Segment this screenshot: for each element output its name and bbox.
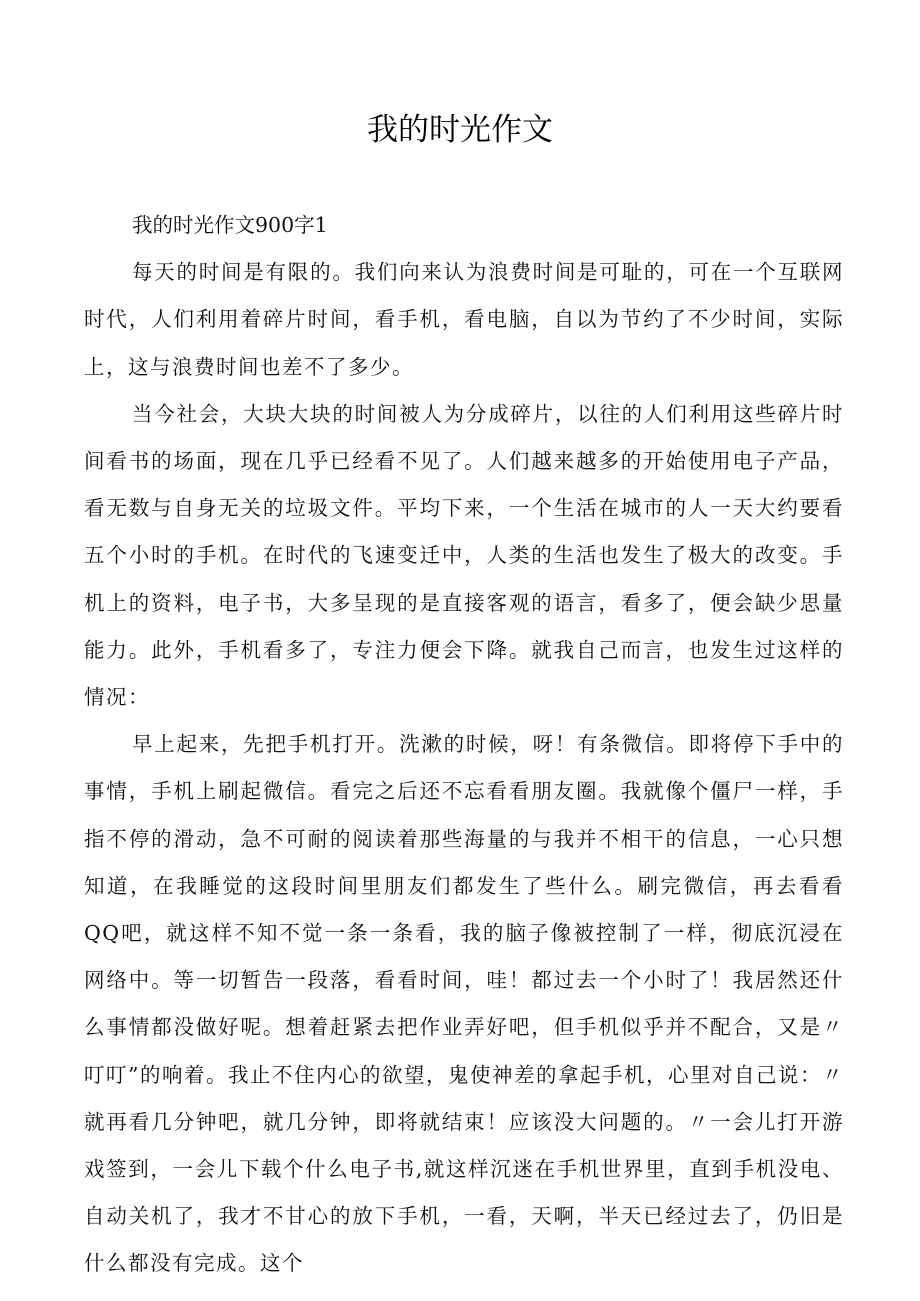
document-body — [84, 202, 844, 1288]
paragraph-2: 当今社会，大块大块的时间被人为分成碎片，以往的人们利用这些碎片时间看书的场面，现在几乎已经看不见了。人们越来越多的开始使用电子产品，看无数与自身无关的垃圾文件。平均下来，一个生活在城市的人一天大约要看五个小时的手机。在时代的飞速变迁中，人类的生活也发生了极大的改变。手机上的资料，电子书，大多呈现的是直接客观的语言，看多了，便会缺少思量能力。此外，手机看多了，专注力便会下降。就我自己而言，也发生过这样的情况： — [84, 401, 844, 710]
paragraph-1: 每天的时间是有限的。我们向来认为浪费时间是可耻的，可在一个互联网时代，人们利用着碎片时间，看手机，看电脑，自以为节约了不少时间，实际上，这与浪费时间也差不了多少。 — [84, 260, 844, 379]
essay-subtitle: 我的时光作文900字1 — [132, 213, 328, 237]
document-title: 我的时光作文 — [367, 112, 553, 148]
paragraph-3: 早上起来，先把手机打开。洗漱的时候，呀！有条微信。即将停下手中的事情，手机上刷起微信。看完之后还不忘看看朋友圈。我就像个僵尸一样，手指不停的滑动，急不可耐的阅读着那些海量的与我并不相干的信息，一心只想知道，在我睡觉的这段时间里朋友们都发生了些什么。刷完微信，再去看看QQ吧，就这样不知不觉一条一条看，我的脑子像被控制了一样，彻底沉浸在网络中。等一切暂告一段落，看看时间，哇！都过去一个小时了！我居然还什么事情都没做好呢。想着赶紧去把作业弄好吧，但手机似乎并不配合，又是〃叮叮”的响着。我止不住内心的欲望，鬼使神差的拿起手机，心里对自己说：〃就再看几分钟吧，就几分钟，即将就结束！应该没大问题的。〃一会儿打开游戏签到，一会儿下载个什么电子书,就这样沉迷在手机世界里，直到手机没电、自动关机了，我才不甘心的放下手机，一看，天啊，半天已经过去了，仍旧是什么都没有完成。这个 — [84, 732, 844, 1276]
